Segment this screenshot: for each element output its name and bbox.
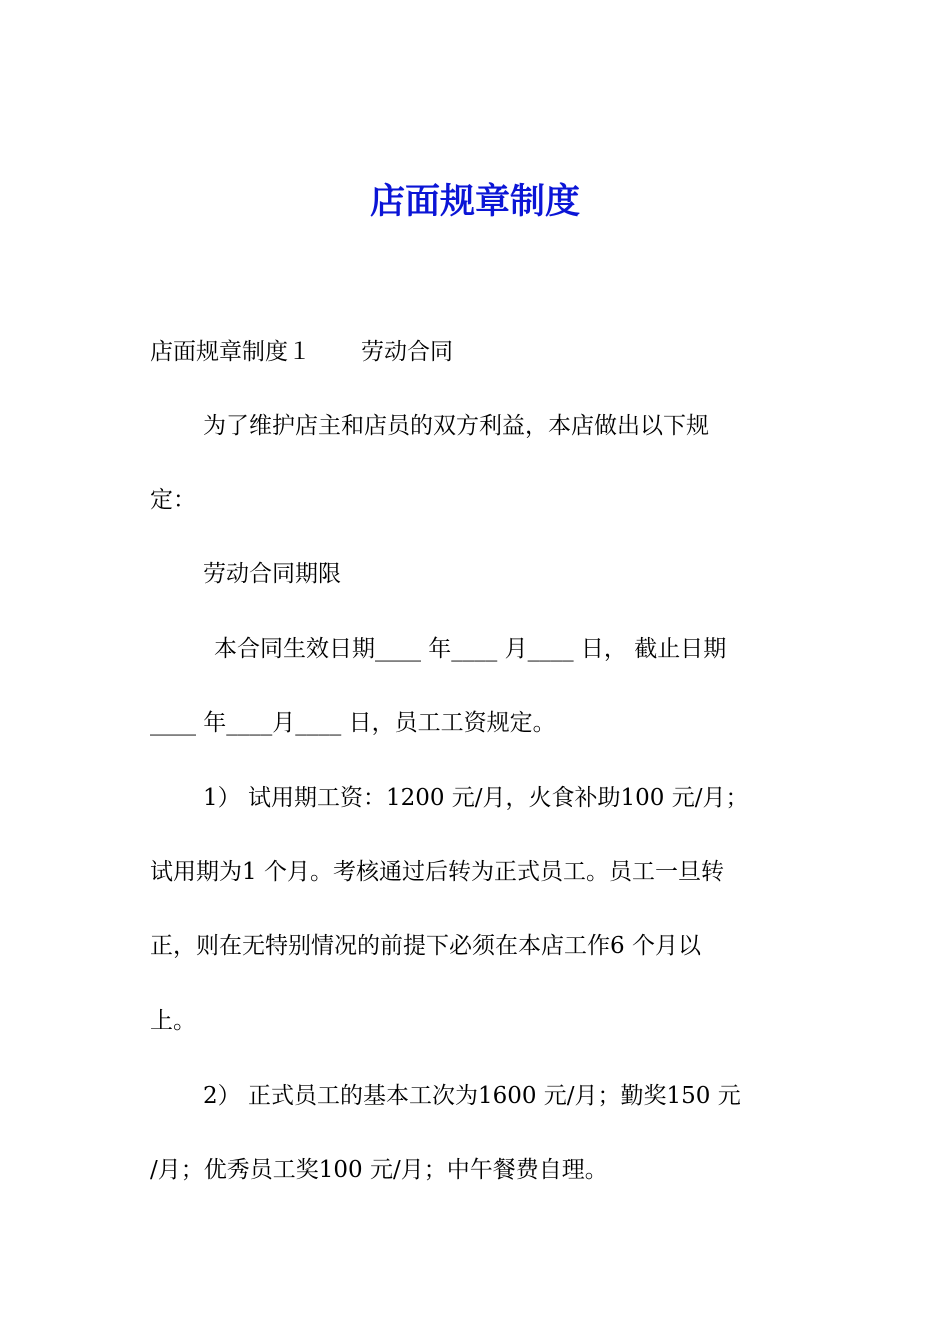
paragraph-line-1: 为了维护店主和店员的双方利益，本店做出以下规 <box>203 413 709 439</box>
document-title: 店面规章制度 <box>369 182 580 222</box>
section-heading <box>150 336 453 368</box>
subheading-contract-term: 劳动合同期限 <box>203 561 341 587</box>
paragraph-line-8: 正，则在无特别情况的前提下必须在本店工作6 个月以 <box>150 933 701 959</box>
paragraph-line-10: 2） 正式员工的基本工次为1600 元/月；勤奖150 元 <box>203 1083 741 1109</box>
paragraph-line-11: /月；优秀员工奖100 元/月；中午餐费自理。 <box>150 1157 608 1183</box>
paragraph-line-5: ____ 年____月____ 日，员工工资规定。 <box>150 710 556 736</box>
paragraph-line-4: 本合同生效日期____ 年____ 月____ 日， 截止日期 <box>214 636 727 662</box>
paragraph-line-6: 1） 试用期工资：1200 元/月，火食补助100 元/月； <box>203 785 749 811</box>
paragraph-line-2: 定： <box>150 487 196 513</box>
section-heading-number: 店面规章制度１ <box>150 339 311 365</box>
paragraph-line-7: 试用期为1 个月。考核通过后转为正式员工。员工一旦转 <box>150 859 724 885</box>
paragraph-line-9: 上。 <box>150 1008 196 1034</box>
section-heading-topic: 劳动合同 <box>361 339 453 365</box>
